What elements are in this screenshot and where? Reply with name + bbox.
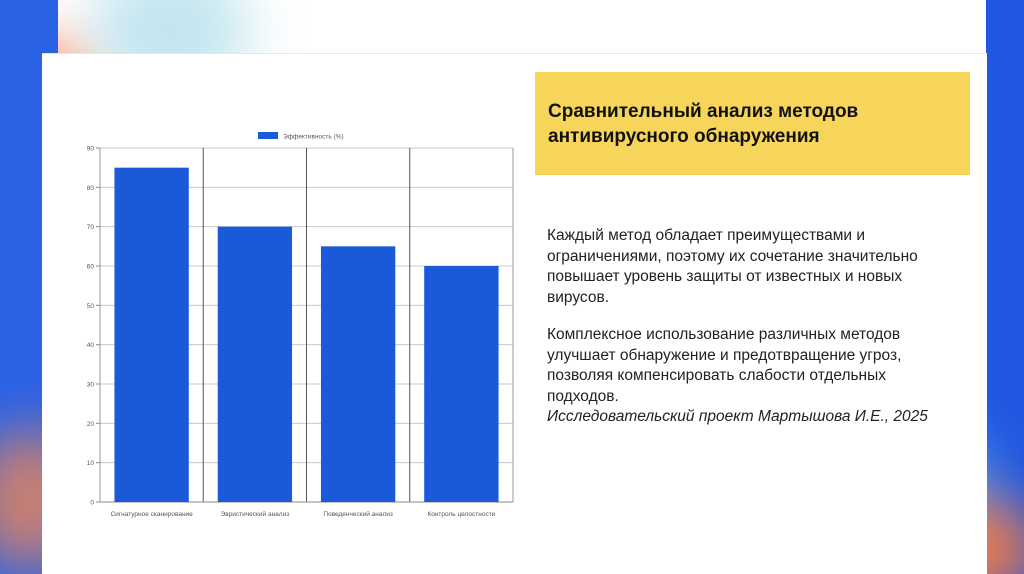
x-tick-label-3: Поведенческий анализ <box>323 511 393 518</box>
right-blue-band <box>986 0 1024 574</box>
y-tick-label-90: 90 <box>86 145 94 153</box>
title-banner <box>535 72 970 175</box>
legend-swatch <box>258 132 278 139</box>
x-tick-label-1: Сигнатурное сканирование <box>110 511 193 518</box>
body-text <box>547 226 947 445</box>
y-tick-label-0: 0 <box>90 499 94 507</box>
citation: Исследовательский проект Мартышова И.Е., 2025 <box>547 408 928 425</box>
bar-2 <box>218 227 292 502</box>
x-tick-label-2: Эвристический анализ <box>220 511 290 518</box>
y-tick-label-60: 60 <box>86 263 94 271</box>
slide-title: Сравнительный анализ методов антивирусного обнаружения <box>548 100 859 147</box>
paragraph-1: Каждый метод обладает преимуществами и ограничениями, поэтому их сочетание значительно повышает уровень защиты от известных и новых вирусов. <box>547 227 918 306</box>
y-tick-label-10: 10 <box>86 460 94 468</box>
bar-3 <box>321 246 395 502</box>
y-tick-label-50: 50 <box>86 302 94 310</box>
bar-4 <box>424 266 498 502</box>
x-tick-label-4: Контроль целостности <box>427 511 496 518</box>
y-tick-label-80: 80 <box>86 184 94 192</box>
paragraph-2-text: Комплексное использование различных методов улучшает обнаружение и предотвращение угроз, позволяя компенсировать слабости отдельных подходов. <box>547 326 902 405</box>
y-tick-label-20: 20 <box>86 420 94 428</box>
slide-border-top <box>42 53 987 54</box>
bar-1 <box>114 168 188 502</box>
y-tick-label-30: 30 <box>86 381 94 389</box>
effectiveness-bar-chart <box>70 128 525 528</box>
y-tick-label-40: 40 <box>86 342 94 350</box>
legend-label: Эффективность (%) <box>283 133 344 141</box>
paragraph-2 <box>547 325 947 428</box>
y-tick-label-70: 70 <box>86 224 94 232</box>
